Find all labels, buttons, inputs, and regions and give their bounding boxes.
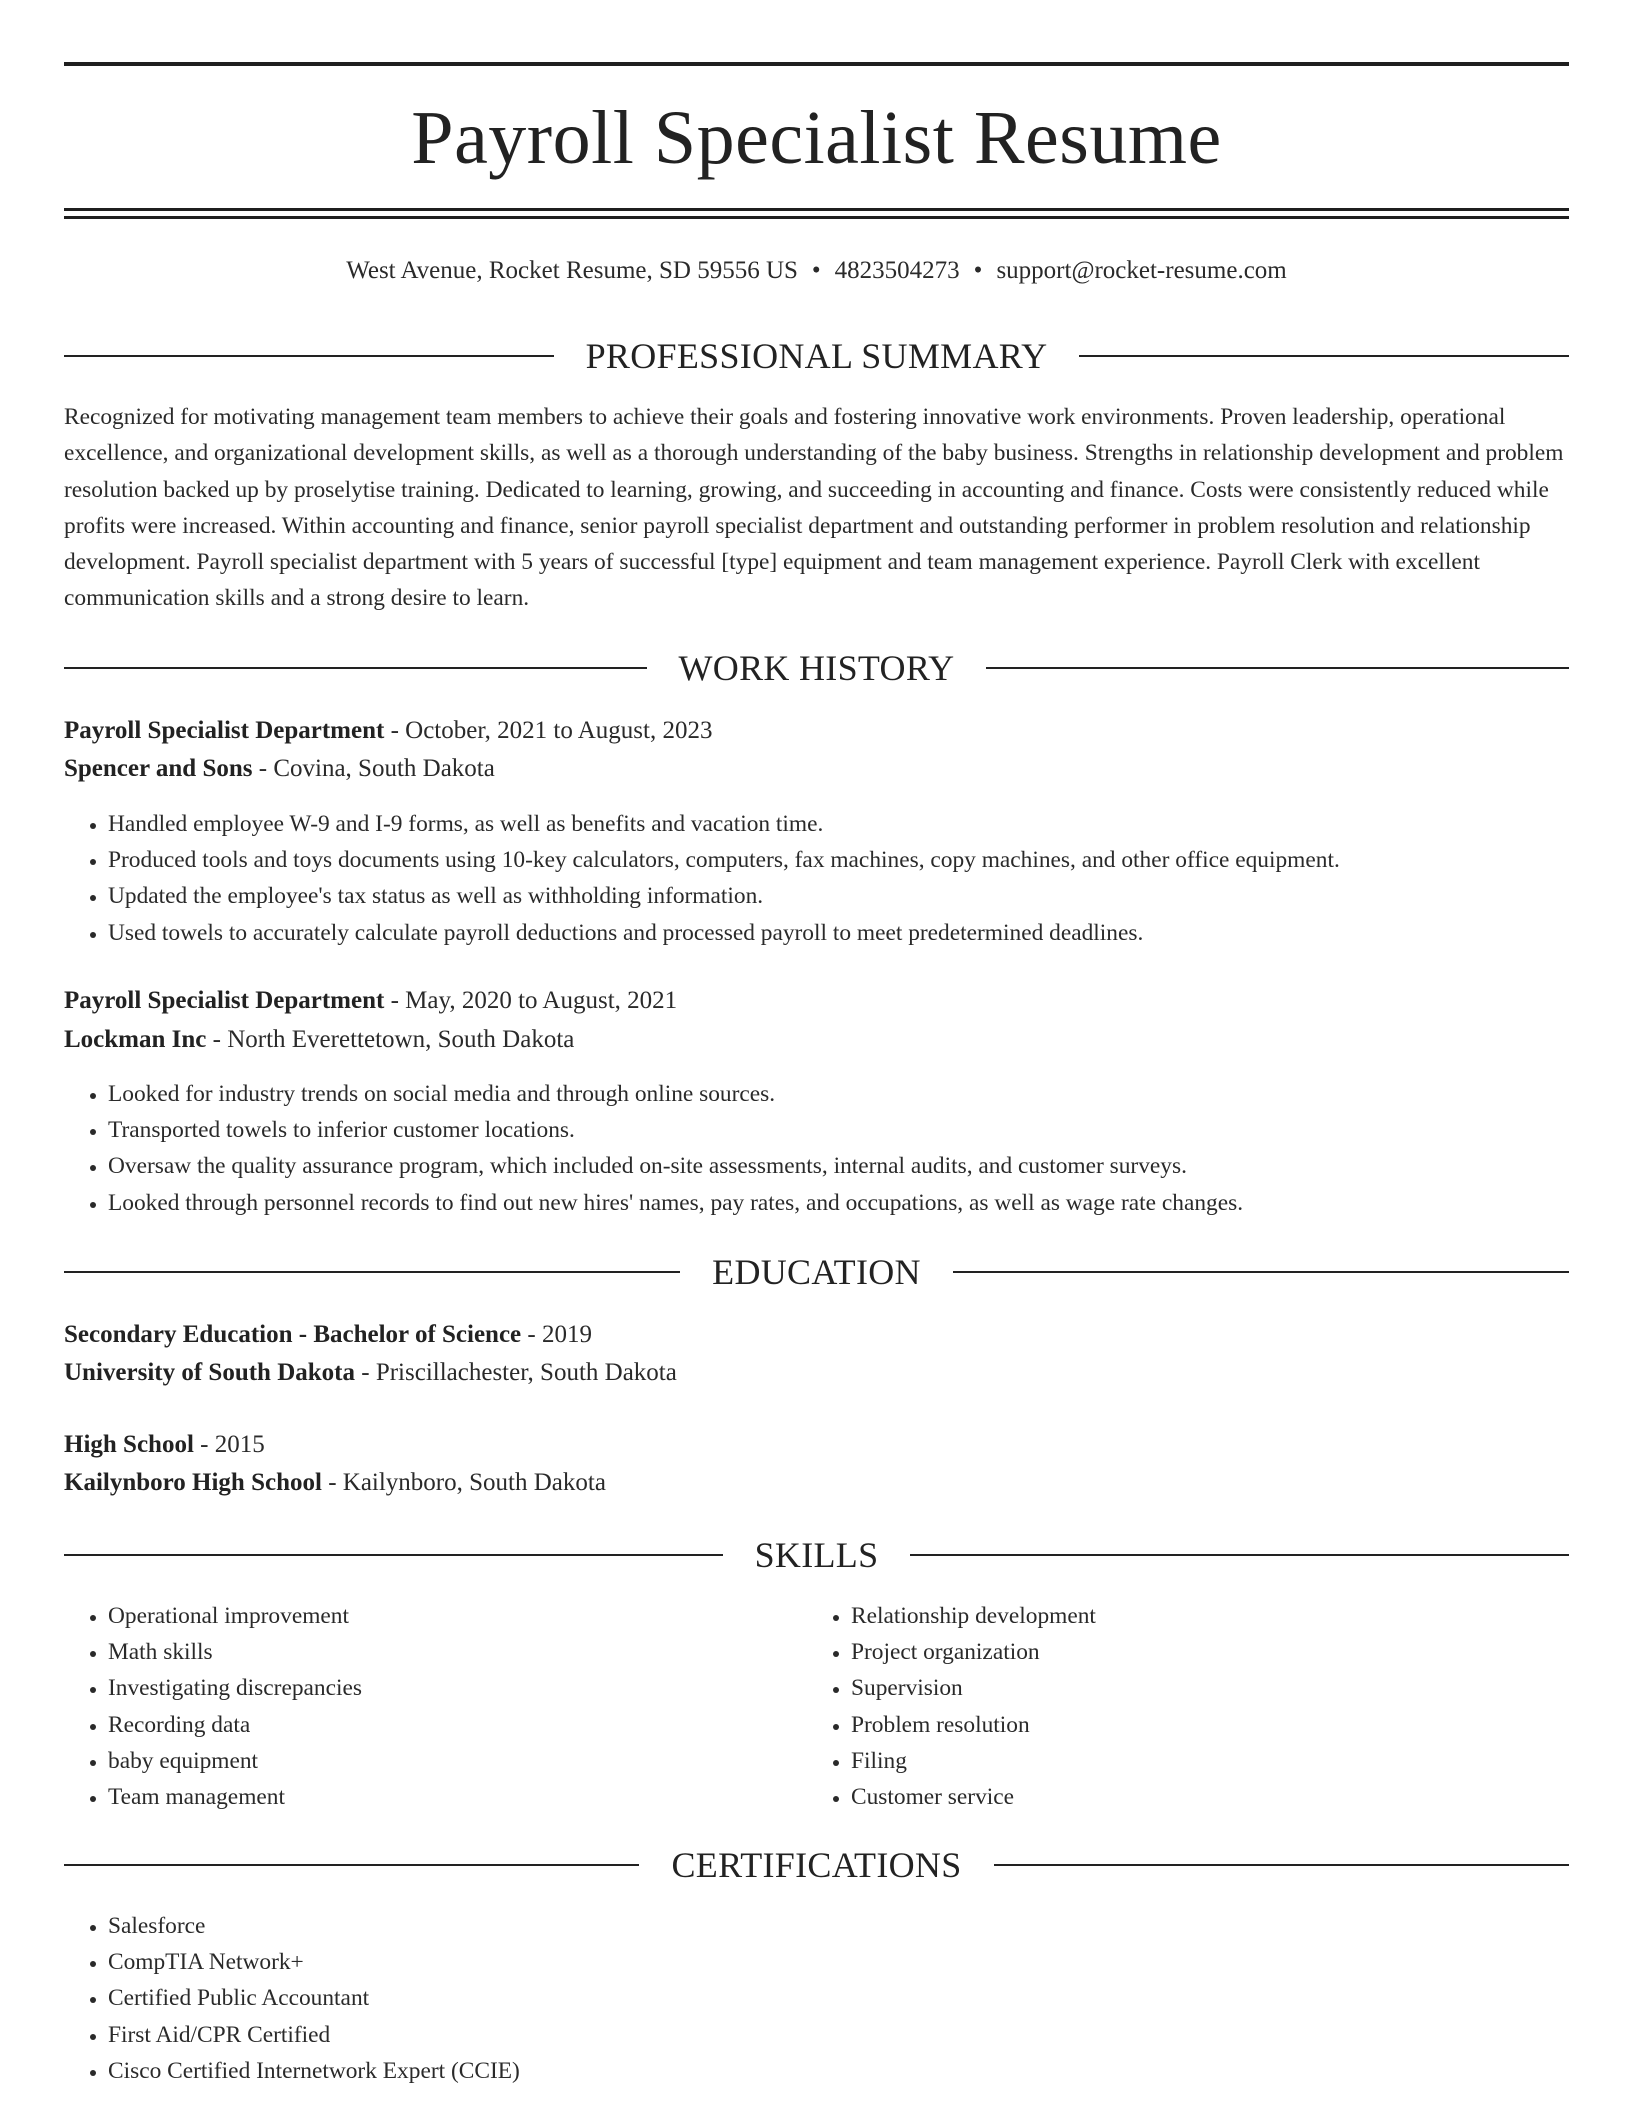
skills-list-left [64, 1598, 362, 1815]
list-item: • First Aid/CPR Certified [108, 2017, 520, 2053]
contact-separator: • [973, 257, 983, 284]
list-item: • Investigating discrepancies [108, 1670, 362, 1706]
section-title: SKILLS [754, 1535, 879, 1575]
divider-line [953, 1271, 1569, 1273]
resume-title: Payroll Specialist Resume [411, 96, 1222, 180]
job-duties-list [64, 1076, 1243, 1221]
list-item: • Transported towels to inferior customer locations. [108, 1112, 1243, 1148]
list-item: • Recording data [108, 1707, 362, 1743]
list-item: • Cisco Certified Internetwork Expert (CCIE) [108, 2053, 520, 2089]
list-item: • Updated the employee's tax status as well as withholding information. [108, 878, 1340, 914]
section-title: WORK HISTORY [678, 648, 955, 688]
education-school-line [64, 1465, 1569, 1501]
education-degree: Secondary Education - Bachelor of Science [64, 1321, 522, 1348]
list-item: • Operational improvement [108, 1598, 362, 1634]
list-item: • Handled employee W-9 and I-9 forms, as well as benefits and vacation time. [108, 806, 1340, 842]
contact-phone: 4823504273 [834, 257, 960, 284]
section-heading-education [64, 1250, 1569, 1294]
job-company-line [64, 1022, 1569, 1058]
education-degree-line [64, 1427, 1569, 1463]
education-degree: High School [64, 1431, 194, 1458]
list-item: • Team management [108, 1779, 362, 1815]
education-school: Kailynboro High School [64, 1469, 322, 1496]
job-duties-list [64, 806, 1340, 951]
contact-separator: • [811, 257, 821, 284]
skills-list-right [807, 1598, 1096, 1815]
job-title-line [64, 983, 1569, 1019]
education-degree-line [64, 1317, 1569, 1353]
job-title: Payroll Specialist Department [64, 717, 385, 744]
summary-text: Recognized for motivating management team members to achieve their goals and fostering innovative work environments. Proven leadership, operational excellence, and organizational development skills, as well as a thorough understanding of the baby business. Strengths in relationship development and problem resolution backed up by proselytise training. Dedicated to learning, growing, and succeeding in accounting and finance. Costs were consistently reduced while profits were increased. Within accounting and finance, senior payroll specialist department and outstanding performer in problem resolution and relationship development. Payroll specialist department with 5 years of successful [type] equipment and team management experience. Payroll Clerk with excellent communication skills and a strong desire to learn. [64, 404, 1564, 612]
divider-line [64, 1864, 639, 1866]
list-item: • baby equipment [108, 1743, 362, 1779]
job-location: - North Everettetown, South Dakota [206, 1026, 575, 1053]
header-double-rule-top [64, 208, 1569, 211]
section-heading-skills [64, 1533, 1569, 1577]
education-location: - Kailynboro, South Dakota [321, 1469, 606, 1496]
divider-line [64, 667, 647, 669]
section-title: CERTIFICATIONS [671, 1845, 962, 1885]
header-top-rule [64, 62, 1569, 66]
job-location: - Covina, South Dakota [252, 755, 495, 782]
list-item: • Problem resolution [851, 1707, 1096, 1743]
education-school-line [64, 1355, 1569, 1391]
list-item: • Filing [851, 1743, 1096, 1779]
list-item: • Project organization [851, 1634, 1096, 1670]
divider-line [994, 1864, 1569, 1866]
list-item: • Oversaw the quality assurance program, which included on-site assessments, internal audits, and customer surveys. [108, 1148, 1243, 1184]
list-item: • Customer service [851, 1779, 1096, 1815]
education-year: - 2019 [521, 1321, 592, 1348]
divider-line [64, 1271, 680, 1273]
education-location: - Priscillachester, South Dakota [355, 1359, 677, 1386]
job-company-line [64, 751, 1569, 787]
list-item: • Salesforce [108, 1908, 520, 1944]
list-item: • Produced tools and toys documents using 10-key calculators, computers, fax machines, copy machines, and other office equipment. [108, 842, 1340, 878]
header-double-rule-bottom [64, 216, 1569, 219]
section-heading-certifications [64, 1843, 1569, 1887]
job-title-line [64, 713, 1569, 749]
list-item: • Relationship development [851, 1598, 1096, 1634]
divider-line [986, 667, 1569, 669]
section-heading-work-history [64, 646, 1569, 690]
section-title: PROFESSIONAL SUMMARY [585, 336, 1048, 376]
list-item: • Supervision [851, 1670, 1096, 1706]
section-heading-summary [64, 334, 1569, 378]
job-dates: - May, 2020 to August, 2021 [384, 987, 678, 1014]
certifications-list [64, 1908, 520, 2089]
contact-address: West Avenue, Rocket Resume, SD 59556 US [346, 257, 798, 284]
job-company: Spencer and Sons [64, 755, 253, 782]
list-item: • CompTIA Network+ [108, 1944, 520, 1980]
job-title: Payroll Specialist Department [64, 987, 385, 1014]
divider-line [910, 1554, 1569, 1556]
education-year: - 2015 [193, 1431, 265, 1458]
list-item: • Looked through personnel records to find out new hires' names, pay rates, and occupations, as well as wage rate changes. [108, 1185, 1243, 1221]
education-school: University of South Dakota [64, 1359, 355, 1386]
divider-line [1079, 355, 1569, 357]
section-title: EDUCATION [712, 1252, 921, 1292]
job-dates: - October, 2021 to August, 2023 [384, 717, 713, 744]
divider-line [64, 355, 554, 357]
list-item: • Math skills [108, 1634, 362, 1670]
list-item: • Looked for industry trends on social media and through online sources. [108, 1076, 1243, 1112]
job-company: Lockman Inc [64, 1026, 207, 1053]
divider-line [64, 1554, 723, 1556]
contact-line [64, 254, 1569, 288]
list-item: • Certified Public Accountant [108, 1980, 520, 2016]
contact-email: support@rocket-resume.com [996, 257, 1287, 284]
list-item: • Used towels to accurately calculate payroll deductions and processed payroll to meet predetermined deadlines. [108, 915, 1340, 951]
